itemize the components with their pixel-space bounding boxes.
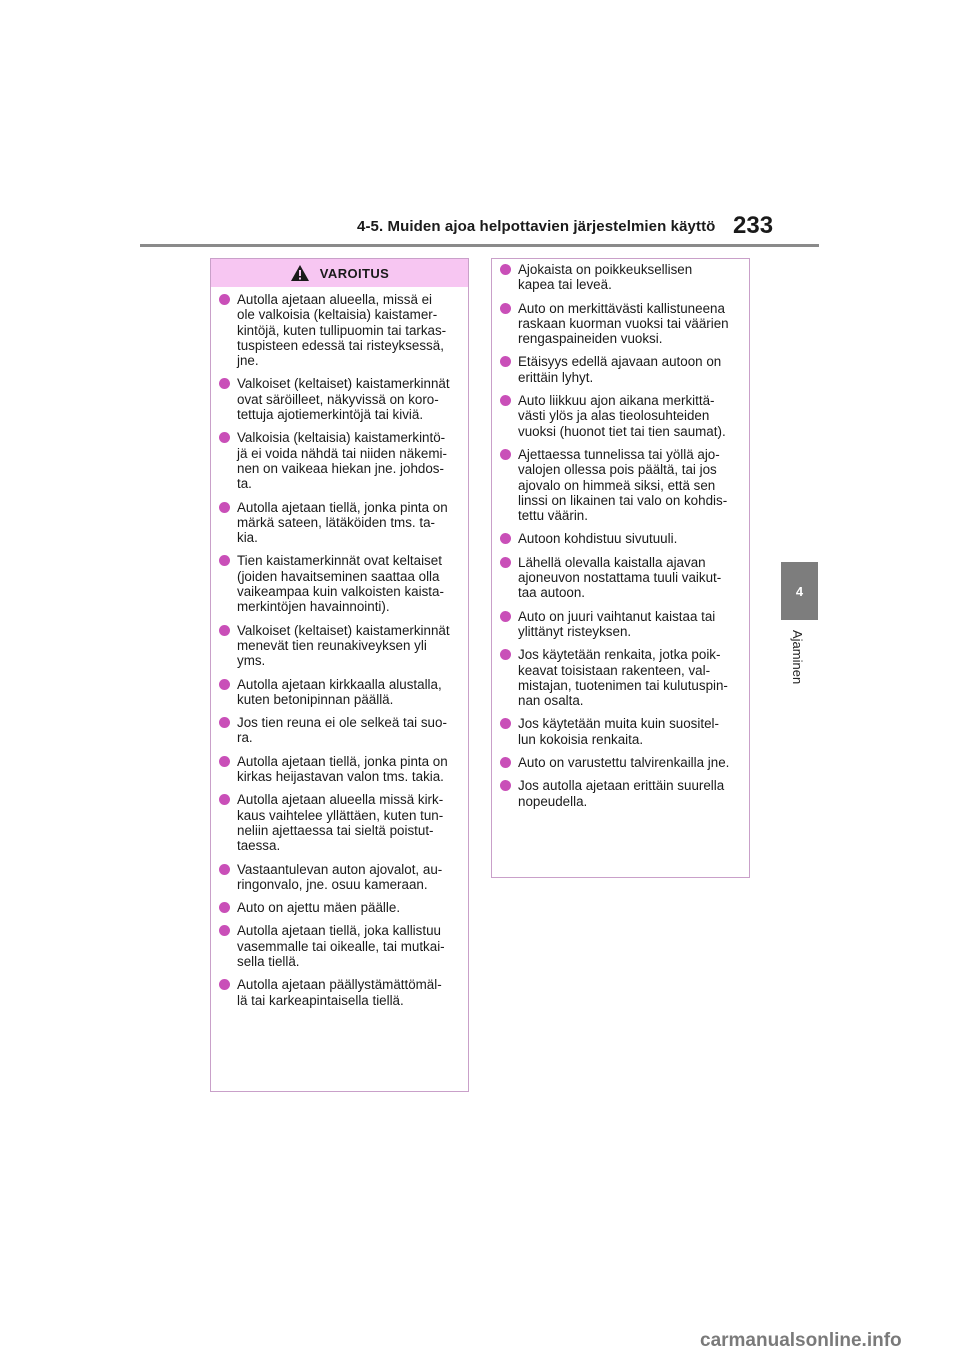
- list-item-text: Valkoisia (keltaisia) kaistamerkintö- jä ei voida nähdä tai niiden näkemi- nen on vaikeaa hiekan jne. johdos- ta.: [237, 430, 447, 492]
- bullet-icon: [219, 979, 230, 990]
- bullet-icon: [500, 780, 511, 791]
- list-item: [219, 977, 458, 1008]
- list-item-text: Valkoiset (keltaiset) kaistamerkinnät ovat säröilleet, näkyvissä on koro- tettuja ajotiemerkintöjä tai kiviä.: [237, 376, 450, 423]
- bullet-icon: [500, 533, 511, 544]
- chapter-title: 4-5. Muiden ajoa helpottavien järjestelmien käyttö: [357, 218, 716, 235]
- list-item-text: Vastaantulevan auton ajovalot, au- ringonvalo, jne. osuu kameraan.: [237, 861, 443, 892]
- bullet-icon: [500, 557, 511, 568]
- warning-triangle-icon: [290, 264, 310, 282]
- list-item-text: Tien kaistamerkinnät ovat keltaiset (joiden havaitseminen saattaa olla vaikeampaa kuin valkoisten kaista- merkintöjen havainnointi).: [237, 553, 444, 615]
- list-item-text: Auto on ajettu mäen päälle.: [237, 900, 401, 916]
- list-item-text: Jos tien reuna ei ole selkeä tai suo- ra.: [237, 715, 447, 746]
- list-item: [500, 531, 739, 546]
- bullet-icon: [219, 625, 230, 636]
- list-item-text: Auto on varustettu talvirenkailla jne.: [518, 755, 730, 771]
- bullet-icon: [219, 756, 230, 767]
- bullet-icon: [219, 864, 230, 875]
- bullet-icon: [219, 432, 230, 443]
- bullet-icon: [219, 555, 230, 566]
- bullet-icon: [500, 718, 511, 729]
- list-item: [500, 262, 739, 293]
- list-item: [500, 301, 739, 347]
- bullet-icon: [500, 395, 511, 406]
- list-item-text: Autolla ajetaan alueella missä kirk- kaus vaihtelee yllättäen, kuten tun- neliin ajettaessa tai sieltä poistut- taessa.: [237, 792, 444, 854]
- watermark: carmanualsonline.info: [700, 1330, 902, 1351]
- list-item: [219, 623, 458, 669]
- list-item-text: Autoon kohdistuu sivutuuli.: [518, 531, 678, 547]
- list-item-text: Auto liikkuu ajon aikana merkittä- västi ylös ja alas tieolosuhteiden vuoksi (huonot tiet tai tien saumat).: [518, 393, 726, 439]
- list-item-text: Autolla ajetaan tiellä, jonka pinta on märkä sateen, lätäköiden tms. ta- kia.: [237, 499, 448, 546]
- bullet-icon: [219, 717, 230, 728]
- warning-list: [211, 287, 468, 1008]
- bullet-icon: [219, 502, 230, 513]
- list-item-text: Autolla ajetaan päällystämättömäl- lä tai karkeapintaisella tiellä.: [237, 977, 442, 1008]
- list-item: [500, 755, 739, 770]
- bullet-icon: [500, 649, 511, 660]
- list-item: [219, 292, 458, 368]
- bullet-icon: [500, 264, 511, 275]
- list-item-text: Lähellä olevalla kaistalla ajavan ajoneuvon nostattama tuuli vaikut- taa autoon.: [518, 554, 722, 601]
- list-item: [500, 609, 739, 640]
- list-item: [219, 862, 458, 893]
- list-item-text: Ajettaessa tunnelissa tai yöllä ajo- valojen ollessa pois päältä, tai jos ajovalo on himmeä siksi, että sen linssi on likainen tai valo on kohdis- tettu väärin.: [518, 446, 728, 524]
- bullet-icon: [219, 679, 230, 690]
- bullet-icon: [500, 303, 511, 314]
- list-item: [500, 447, 739, 523]
- list-item: [219, 900, 458, 915]
- list-item: [500, 716, 739, 747]
- list-item-text: Jos autolla ajetaan erittäin suurella nopeudella.: [518, 778, 725, 809]
- list-item-text: Auto on juuri vaihtanut kaistaa tai ylittänyt risteyksen.: [518, 608, 716, 639]
- bullet-icon: [500, 611, 511, 622]
- warning-heading: VAROITUS: [319, 265, 390, 281]
- list-item: [219, 376, 458, 422]
- bullet-icon: [500, 757, 511, 768]
- list-item-text: Etäisyys edellä ajavaan autoon on erittäin lyhyt.: [518, 354, 722, 385]
- list-item: [219, 430, 458, 491]
- warning-continued-box: [491, 258, 750, 878]
- list-item: [219, 553, 458, 614]
- list-item: [219, 500, 458, 546]
- list-item-text: Autolla ajetaan tiellä, joka kallistuu vasemmalle tai oikealle, tai mutkai- sella tiellä.: [237, 923, 445, 969]
- list-item-text: Jos käytetään renkaita, jotka poik- keavat toisistaan rakenteen, val- mistajan, tuotenimen tai kulutuspin- nan osalta.: [518, 647, 728, 709]
- bullet-icon: [500, 449, 511, 460]
- chapter-side-label: Ajaminen: [790, 630, 805, 685]
- list-item: [219, 923, 458, 969]
- list-item: [500, 647, 739, 708]
- list-item-text: Auto on merkittävästi kallistuneena raskaan kuorman vuoksi tai väärien rengaspaineiden vuoksi.: [518, 300, 729, 347]
- list-item-text: Autolla ajetaan alueella, missä ei ole valkoisia (keltaisia) kaistamer- kintöjä, kuten tullipuomin tai tarkas- tuspisteen edessä tai risteyksessä, jne.: [237, 292, 447, 369]
- bullet-icon: [500, 356, 511, 367]
- warning-continued-list: [492, 259, 749, 809]
- bullet-icon: [219, 378, 230, 389]
- list-item-text: Jos käytetään muita kuin suositel- lun kokoisia renkaita.: [518, 716, 719, 747]
- list-item-text: Autolla ajetaan kirkkaalla alustalla, kuten betonipinnan päällä.: [237, 676, 442, 707]
- bullet-icon: [219, 902, 230, 913]
- bullet-icon: [219, 794, 230, 805]
- chapter-tab: 4: [781, 562, 818, 620]
- list-item: [500, 393, 739, 439]
- list-item: [219, 677, 458, 708]
- list-item: [219, 715, 458, 746]
- list-item: [500, 778, 739, 809]
- list-item-text: Autolla ajetaan tiellä, jonka pinta on kirkas heijastavan valon tms. takia.: [237, 753, 448, 785]
- list-item: [500, 354, 739, 385]
- list-item-text: Ajokaista on poikkeuksellisen kapea tai leveä.: [518, 262, 693, 293]
- list-item: [219, 754, 458, 785]
- bullet-icon: [219, 294, 230, 305]
- warning-header: [211, 259, 468, 287]
- list-item: [219, 792, 458, 853]
- warning-box: [210, 258, 469, 1092]
- list-item: [500, 555, 739, 601]
- list-item-text: Valkoiset (keltaiset) kaistamerkinnät menevät tien reunakiveyksen yli yms.: [237, 622, 450, 669]
- header-divider: [140, 244, 819, 247]
- bullet-icon: [219, 925, 230, 936]
- page-number: 233: [733, 212, 774, 239]
